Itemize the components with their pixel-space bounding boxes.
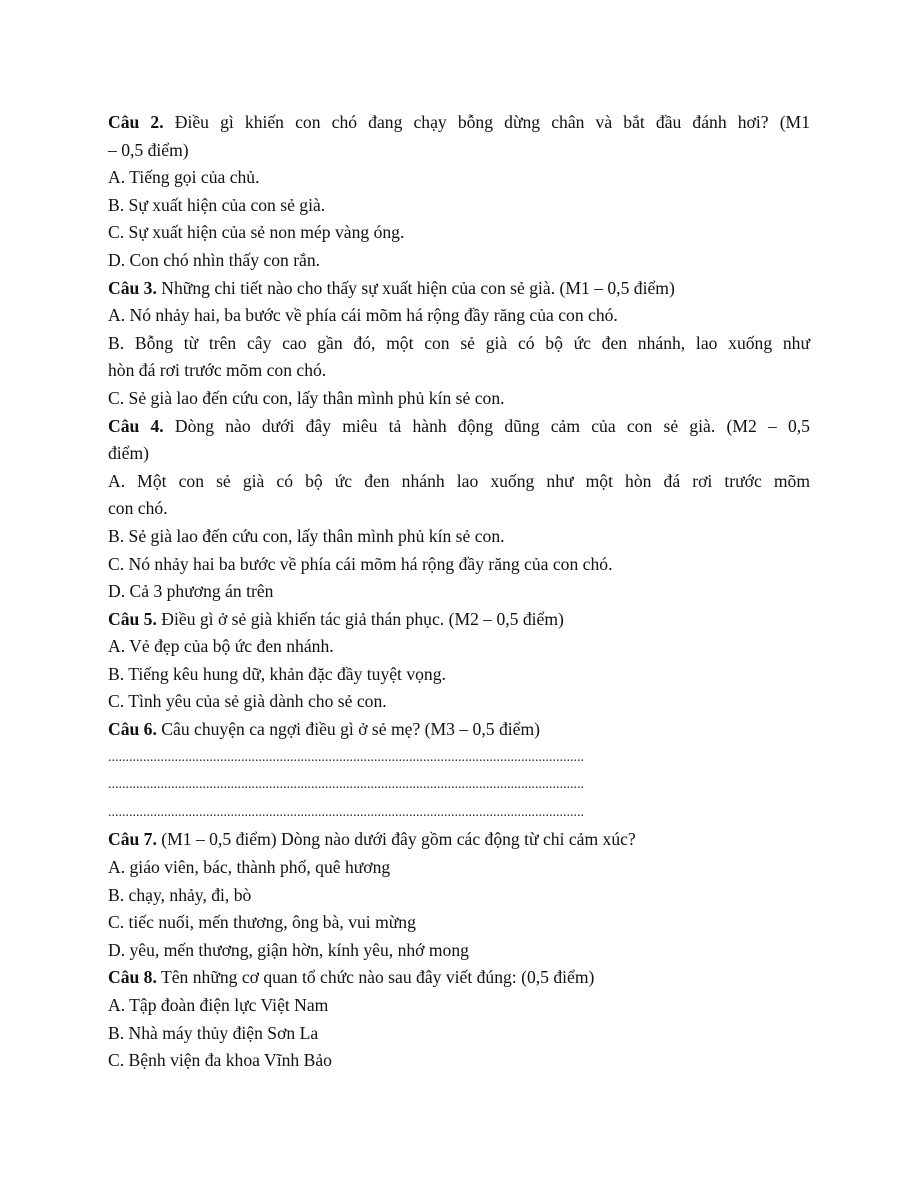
question-4-text-continued: điểm) (108, 443, 150, 464)
question-3-text: Những chi tiết nào cho thấy sự xuất hiện của con sẻ già. (M1 – 0,5 điểm) (156, 277, 675, 298)
question-8-number: Câu 8. (108, 967, 157, 988)
question-2-option-d: D. Con chó nhìn thấy con rắn. (108, 249, 321, 270)
answer-line-2[interactable]: ........................................................................................................................................ (108, 777, 584, 793)
question-2-heading (108, 109, 810, 137)
question-3-number: Câu 3. (108, 277, 157, 298)
question-2-option-c: C. Sự xuất hiện của sẻ non mép vàng óng. (108, 222, 405, 243)
question-3-option-b: B. Bỗng từ trên cây cao gần đó, một con sẻ già có bộ ức đen nhánh, lao xuống như (108, 332, 810, 353)
question-8-option-a: A. Tập đoàn điện lực Việt Nam (108, 995, 329, 1015)
question-4-option-a: A. Một con sẻ già có bộ ức đen nhánh lao xuống như một hòn đá rơi trước mõm (108, 470, 810, 491)
question-6-heading (108, 716, 810, 744)
question-3-heading (108, 275, 810, 303)
question-2-option-b: B. Sự xuất hiện của con sẻ già. (108, 194, 326, 215)
question-4-option-c: C. Nó nhảy hai ba bước về phía cái mõm há rộng đầy răng của con chó. (108, 553, 613, 574)
question-6-text: Câu chuyện ca ngợi điều gì ở sẻ mẹ? (M3 – 0,5 điểm) (156, 719, 540, 740)
question-8-option-c: C. Bệnh viện đa khoa Vĩnh Bảo (108, 1050, 332, 1071)
question-7-number: Câu 7. (108, 829, 157, 850)
question-list (108, 109, 810, 1075)
question-2-number: Câu 2. (108, 112, 164, 132)
question-8-option-b: B. Nhà máy thủy điện Sơn La (108, 1022, 319, 1043)
question-7-option-c: C. tiếc nuối, mến thương, ông bà, vui mừng (108, 912, 416, 933)
question-3-option-c: C. Sẻ già lao đến cứu con, lấy thân mình phủ kín sẻ con. (108, 387, 505, 408)
question-5-text: Điều gì ở sẻ già khiến tác giả thán phục. (M2 – 0,5 điểm) (156, 608, 564, 629)
question-2-text: Điều gì khiến con chó đang chạy bỗng dừng chân và bắt đầu đánh hơi? (M1 (163, 112, 810, 132)
question-5-heading (108, 606, 810, 634)
question-7-text: (M1 – 0,5 điểm) Dòng nào dưới đây gồm các động từ chỉ cảm xúc? (156, 829, 636, 850)
question-7-heading (108, 826, 810, 854)
question-2-option-a: A. Tiếng gọi của chủ. (108, 167, 260, 188)
question-4-text: Dòng nào dưới đây miêu tả hành động dũng cảm của con sẻ già. (M2 – 0,5 (163, 415, 810, 436)
question-4-number: Câu 4. (108, 415, 164, 436)
question-7-option-d: D. yêu, mến thương, giận hờn, kính yêu, nhớ mong (108, 939, 469, 960)
question-7-option-a: A. giáo viên, bác, thành phố, quê hương (108, 857, 391, 878)
question-6-number: Câu 6. (108, 719, 157, 740)
answer-line-3[interactable]: ........................................................................................................................................ (108, 804, 584, 820)
question-5-option-b: B. Tiếng kêu hung dữ, khản đặc đầy tuyệt vọng. (108, 663, 446, 684)
question-5-number: Câu 5. (108, 608, 157, 629)
question-4-option-d: D. Cả 3 phương án trên (108, 581, 274, 602)
question-8-heading (108, 964, 810, 992)
question-7-option-b: B. chạy, nhảy, đi, bò (108, 884, 252, 905)
question-4-option-a-continued: con chó. (108, 498, 168, 519)
question-4-option-b: B. Sẻ già lao đến cứu con, lấy thân mình phủ kín sẻ con. (108, 525, 505, 546)
question-4-heading (108, 413, 810, 441)
question-8-text: Tên những cơ quan tổ chức nào sau đây viết đúng: (0,5 điểm) (156, 967, 595, 988)
question-5-option-a: A. Vẻ đẹp của bộ ức đen nhánh. (108, 636, 334, 657)
answer-line-1[interactable]: ........................................................................................................................................ (108, 749, 584, 765)
question-3-option-a: A. Nó nhảy hai, ba bước về phía cái mõm há rộng đầy răng của con chó. (108, 305, 618, 326)
question-3-option-b-continued: hòn đá rơi trước mõm con chó. (108, 360, 327, 381)
question-2-text-continued: – 0,5 điểm) (108, 139, 189, 160)
question-5-option-c: C. Tình yêu của sẻ già dành cho sẻ con. (108, 691, 387, 712)
